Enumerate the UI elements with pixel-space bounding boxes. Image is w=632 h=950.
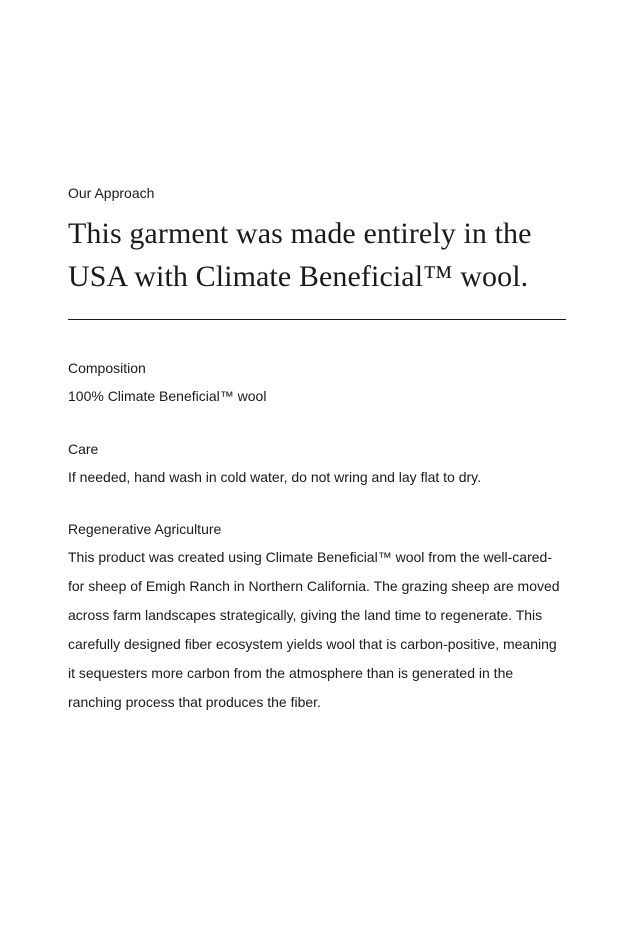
composition-section — [68, 359, 566, 411]
divider — [68, 319, 566, 320]
care-label: Care — [68, 441, 99, 457]
regenerative-agriculture-label: Regenerative Agriculture — [68, 521, 222, 537]
composition-text: 100% Climate Beneficial™ wool — [68, 388, 267, 404]
composition-label: Composition — [68, 360, 146, 376]
section-eyebrow: Our Approach — [68, 185, 155, 201]
regenerative-agriculture-section — [68, 520, 566, 717]
care-section — [68, 440, 566, 492]
care-text: If needed, hand wash in cold water, do not wring and lay flat to dry. — [68, 469, 481, 485]
page-headline: This garment was made entirely in the USA with Climate Beneficial™ wool. — [68, 217, 532, 293]
regenerative-agriculture-text: This product was created using Climate Beneficial™ wool from the well-cared-for sheep of Emigh Ranch in Northern California. The grazing sheep are moved across farm landscapes strategically, giving the land time to regenerate. This carefully designed fiber ecosystem yields wool that is carbon-positive, meaning it sequesters more carbon from the atmosphere than is generated in the ranching process that produces the fiber. — [68, 549, 560, 710]
